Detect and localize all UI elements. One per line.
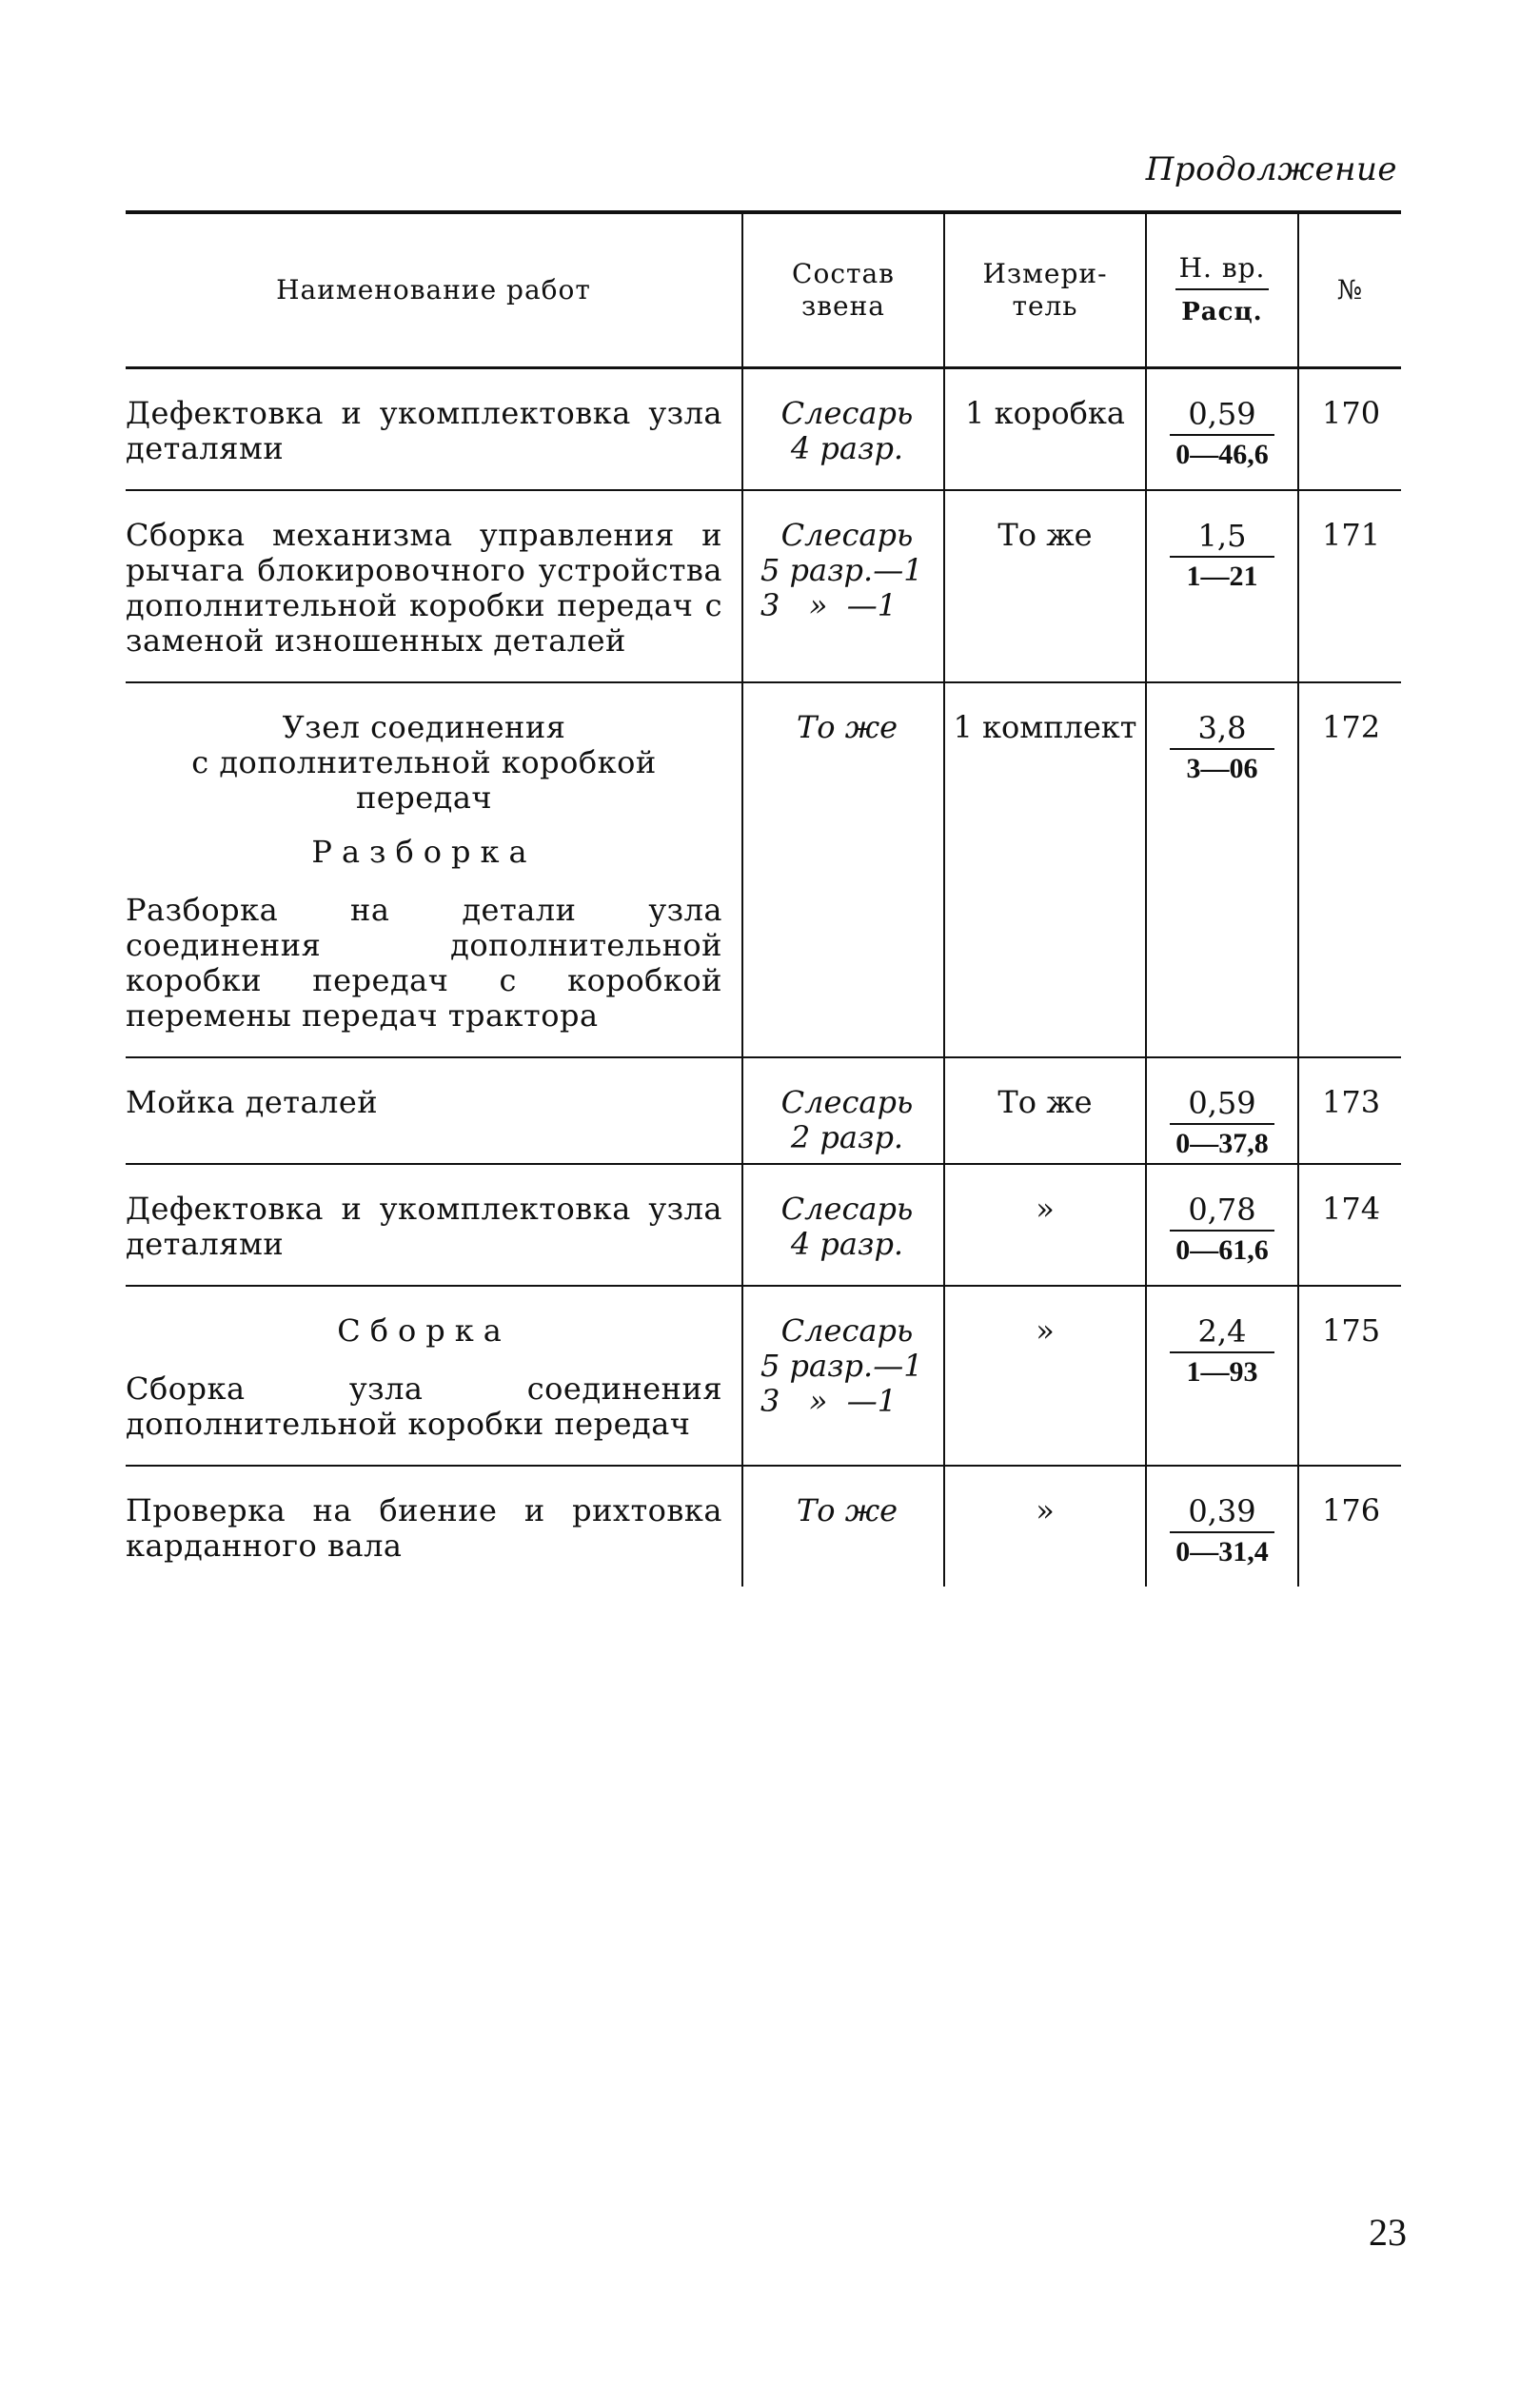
work-name: Проверка на биение и рихтовка карданного вала — [126, 1492, 722, 1564]
norm-rate-cell — [1146, 1057, 1298, 1164]
row-number: 173 — [1298, 1057, 1401, 1164]
work-name-cell — [126, 1286, 742, 1466]
norm-time: 0,59 — [1170, 1085, 1274, 1125]
crew-line: Слесарь — [780, 1084, 914, 1120]
section-subtitle: Сборка — [337, 1312, 511, 1349]
crew-line: То же — [796, 1492, 898, 1528]
rate: 0—37,8 — [1175, 1128, 1269, 1159]
work-name-cell — [126, 368, 742, 491]
table-row — [126, 682, 1401, 1057]
table-row — [126, 1164, 1401, 1286]
crew-cell — [742, 1057, 944, 1164]
continuation-label: Продолжение — [1145, 150, 1397, 188]
norm-time: 3,8 — [1170, 710, 1274, 750]
row-number: 171 — [1298, 490, 1401, 682]
unit-cell: » — [944, 1164, 1146, 1286]
table-row — [126, 490, 1401, 682]
table-row — [126, 368, 1401, 491]
work-name-cell — [126, 1057, 742, 1164]
norm-time: 0,78 — [1170, 1192, 1274, 1232]
rate: 1—21 — [1186, 561, 1258, 592]
row-number: 176 — [1298, 1466, 1401, 1587]
norm-time: 2,4 — [1170, 1313, 1274, 1353]
crew-line: 4 разр. — [790, 1226, 904, 1262]
crew-line: 4 разр. — [790, 430, 904, 466]
rate: 3—06 — [1186, 753, 1258, 784]
unit-cell: » — [944, 1286, 1146, 1466]
table-body — [126, 368, 1401, 1587]
unit-cell: » — [944, 1466, 1146, 1587]
unit-cell: 1 коробка — [944, 368, 1146, 491]
row-number: 175 — [1298, 1286, 1401, 1466]
section-subtitle: Разборка — [311, 834, 537, 870]
header-norm-time: Н. вр. — [1175, 252, 1270, 290]
norm-time: 0,39 — [1170, 1493, 1274, 1533]
work-name: Мойка деталей — [126, 1084, 379, 1120]
work-name-cell — [126, 490, 742, 682]
norm-rate-cell — [1146, 1466, 1298, 1587]
crew-line: Слесарь — [780, 517, 914, 553]
row-number: 172 — [1298, 682, 1401, 1057]
norm-rate-cell — [1146, 682, 1298, 1057]
crew-line: То же — [796, 709, 898, 745]
page-number: 23 — [1369, 2211, 1407, 2254]
crew-line: 5 разр.—1 — [760, 552, 923, 588]
header-name: Наименование работ — [126, 212, 742, 368]
rate: 0—46,6 — [1175, 439, 1269, 470]
section-title: Узел соединения с дополнительной коробкой передач — [191, 709, 657, 816]
work-name: Разборка на детали узла соединения дополнительной коробки передач с коробкой перемены передач трактора — [126, 892, 722, 1034]
crew-cell — [742, 490, 944, 682]
table-row — [126, 1466, 1401, 1587]
unit-cell: 1 комплект — [944, 682, 1146, 1057]
crew-line: Слесарь — [780, 1312, 914, 1349]
crew-cell — [742, 368, 944, 491]
crew-line: 5 разр.—1 — [760, 1348, 923, 1384]
norm-time: 0,59 — [1170, 396, 1274, 436]
work-name-cell — [126, 1466, 742, 1587]
rate: 1—93 — [1186, 1356, 1258, 1388]
header-number: № — [1298, 212, 1401, 368]
header-unit: Измери- тель — [944, 212, 1146, 368]
rate: 0—61,6 — [1175, 1234, 1269, 1266]
row-number: 170 — [1298, 368, 1401, 491]
crew-line: Слесарь — [780, 1191, 914, 1227]
crew-line: 2 разр. — [790, 1119, 904, 1155]
crew-cell — [742, 1286, 944, 1466]
work-name-cell — [126, 1164, 742, 1286]
unit-cell: То же — [944, 490, 1146, 682]
work-name: Сборка механизма управления и рычага блокировочного устройства дополнительной коробки передач с заменой изношенных деталей — [126, 517, 722, 659]
table-header-row — [126, 212, 1401, 368]
norm-rate-cell — [1146, 368, 1298, 491]
norm-rate-cell — [1146, 1286, 1298, 1466]
header-norm — [1146, 212, 1298, 368]
work-name: Сборка узла соединения дополнительной коробки передач — [126, 1370, 722, 1442]
norms-table — [126, 210, 1401, 1587]
crew-cell — [742, 1164, 944, 1286]
unit-cell: То же — [944, 1057, 1146, 1164]
crew-line: Слесарь — [780, 395, 914, 431]
norm-rate-cell — [1146, 1164, 1298, 1286]
crew-cell — [742, 1466, 944, 1587]
crew-line: 3 » —1 — [760, 1383, 898, 1419]
work-name: Дефектовка и укомплектовка узла деталями — [126, 1191, 722, 1262]
row-number: 174 — [1298, 1164, 1401, 1286]
crew-line: 3 » —1 — [760, 587, 898, 623]
rate: 0—31,4 — [1175, 1536, 1269, 1567]
table-row — [126, 1057, 1401, 1164]
table-row — [126, 1286, 1401, 1466]
work-name: Дефектовка и укомплектовка узла деталями — [126, 395, 722, 466]
header-crew: Состав звена — [742, 212, 944, 368]
norm-time: 1,5 — [1170, 518, 1274, 558]
header-rate: Расц. — [1181, 298, 1263, 326]
crew-cell — [742, 682, 944, 1057]
norm-rate-cell — [1146, 490, 1298, 682]
work-name-cell — [126, 682, 742, 1057]
